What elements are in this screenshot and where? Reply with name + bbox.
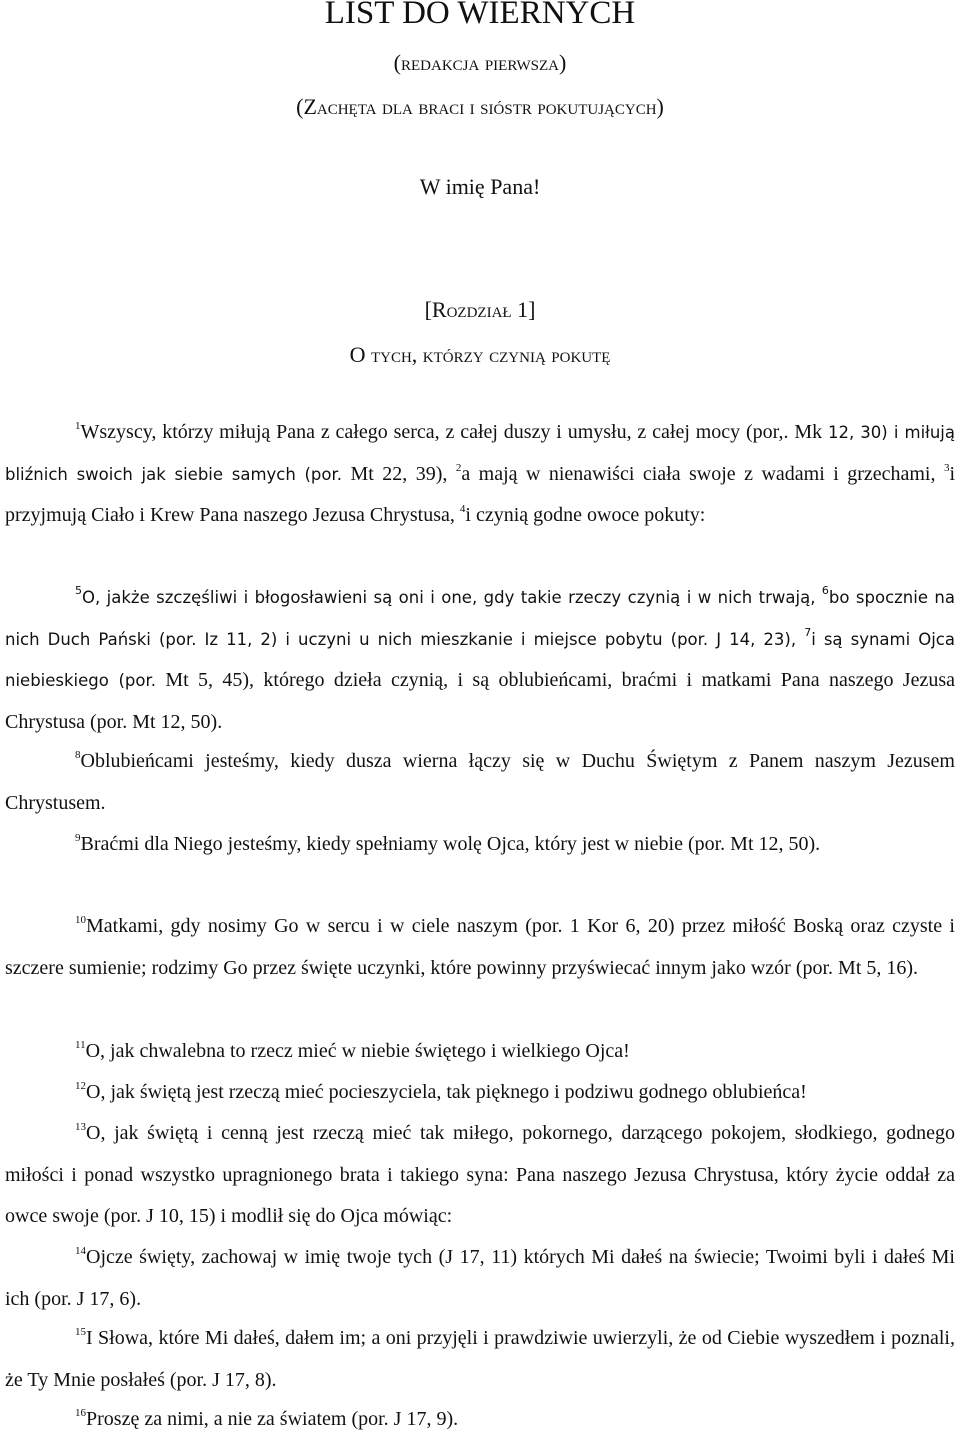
verse-number: 8 — [75, 749, 81, 761]
verse-number: 16 — [75, 1407, 86, 1419]
verse-text: Matkami, gdy nosimy Go w sercu i w ciele naszym (por. 1 Kor 6, 20) przez miłość Boską oraz czyste i szczere sumienie; rodzimy Go przez święte uczynki, które powinny przyświecać innym jako wzór (por. Mt 5, 16). — [5, 915, 955, 979]
verse-number: 6 — [821, 584, 829, 597]
verse-number: 11 — [75, 1039, 86, 1051]
edition-subtitle: (redakcja pierwsza) — [393, 50, 567, 75]
verse-text: bo spocznie na nich Duch Pański (por. Iz 11, 2) i uczyni u nich mieszkanie i miejsce pobytu (por. J 14, 23), — [5, 588, 956, 649]
verse-number: 15 — [75, 1326, 86, 1338]
paragraph-8 — [5, 1113, 955, 1238]
verse-number: 12 — [75, 1080, 86, 1092]
verse-number: 10 — [75, 914, 86, 926]
paragraph-6 — [5, 1031, 955, 1073]
verse-text: i są synami Ojca niebieskiego (por. — [5, 629, 955, 691]
verse-number: 9 — [75, 832, 81, 844]
paragraph-2 — [5, 577, 955, 744]
verse-text: Wszyscy, którzy miłują Pana z całego serca, z całej duszy i umysłu, z całej mocy (por,. Mk — [80, 421, 823, 443]
verse-text: I Słowa, które Mi dałeś, dałem im; a oni przyjęli i prawdziwie uwierzyli, że od Ciebie wyszedłem i poznali, że Ty Mnie posłałeś (por. J 17, 8). — [5, 1327, 955, 1391]
verse-number: 14 — [75, 1245, 86, 1257]
paragraph-1 — [5, 412, 955, 537]
chapter-number: [Rozdział 1] — [424, 297, 536, 322]
verse-number: 4 — [459, 503, 466, 516]
verse-text: Ojcze święty, zachowaj w imię twoje tych (J 17, 11) których Mi dałeś na świecie; Twoimi byli i dałeś Mi ich (por. J 17, 6). — [5, 1246, 955, 1310]
paragraph-5 — [5, 906, 955, 989]
paragraph-10 — [5, 1318, 955, 1401]
verse-text: 12, 30) i miłują bliźnich swoich jak siebie samych (por. — [5, 423, 955, 484]
invocation: W imię Pana! — [419, 174, 541, 199]
document-title: LIST DO WIERNYCH — [324, 0, 636, 31]
verse-text: Mt 22, 39), — [342, 462, 448, 485]
chapter-title: O tych, którzy czynią pokutę — [349, 342, 611, 367]
paragraph-4 — [5, 824, 955, 866]
paragraph-11 — [5, 1399, 955, 1441]
verse-number: 5 — [75, 584, 82, 597]
verse-number: 2 — [455, 461, 462, 474]
verse-text: Mt 5, 45), którego dzieła czynią, i są oblubieńcami, braćmi i matkami Pana naszego Jezusa Chrystusa (por. Mt 12, 50). — [5, 669, 955, 734]
verse-text: Oblubieńcami jesteśmy, kiedy dusza wierna łączy się w Duchu Świętym z Panem naszym Jezusem Chrystusem. — [5, 750, 955, 814]
verse-text: Proszę za nimi, a nie za światem (por. J 17, 9). — [86, 1408, 459, 1430]
verse-text: a mają w nienawiści ciała swoje z wadami i grzechami, — [461, 462, 936, 485]
verse-text: O, jak chwalebna to rzecz mieć w niebie świętego i wielkiego Ojca! — [85, 1040, 630, 1062]
paragraph-7 — [5, 1072, 955, 1114]
verse-text: Braćmi dla Niego jesteśmy, kiedy spełniamy wolę Ojca, który jest w niebie (por. Mt 12, 50). — [80, 833, 821, 855]
verse-text: O, jak świętą i cenną jest rzeczą mieć tak miłego, pokornego, darzącego pokojem, słodkiego, godnego miłości i ponad wszystko upragnionego brata i takiego syna: Pana naszego Jezusa Chrystusa, który życie oddał za owce swoje (por. J 10, 15) i modlił się do Ojca mówiąc: — [5, 1122, 955, 1228]
verse-text: i przyjmują Ciało i Krew Pana naszego Jezusa Chrystusa, — [5, 462, 956, 527]
verse-number: 13 — [75, 1121, 86, 1133]
paragraph-9 — [5, 1237, 955, 1320]
exhortation-subtitle: (Zachęta dla braci i sióstr pokutujących) — [296, 94, 664, 119]
verse-text: i czynią godne owoce pokuty: — [465, 504, 706, 527]
verse-number: 7 — [804, 625, 812, 639]
verse-number: 3 — [943, 461, 950, 474]
verse-text: O, jak świętą jest rzeczą mieć pocieszyciela, tak pięknego i podziwu godnego oblubieńca! — [86, 1081, 807, 1103]
verse-number: 1 — [75, 420, 81, 432]
paragraph-3 — [5, 741, 955, 824]
verse-text: O, jakże szczęśliwi i błogosławieni są oni i one, gdy takie rzeczy czynią i w nich trwają, — [82, 588, 816, 607]
